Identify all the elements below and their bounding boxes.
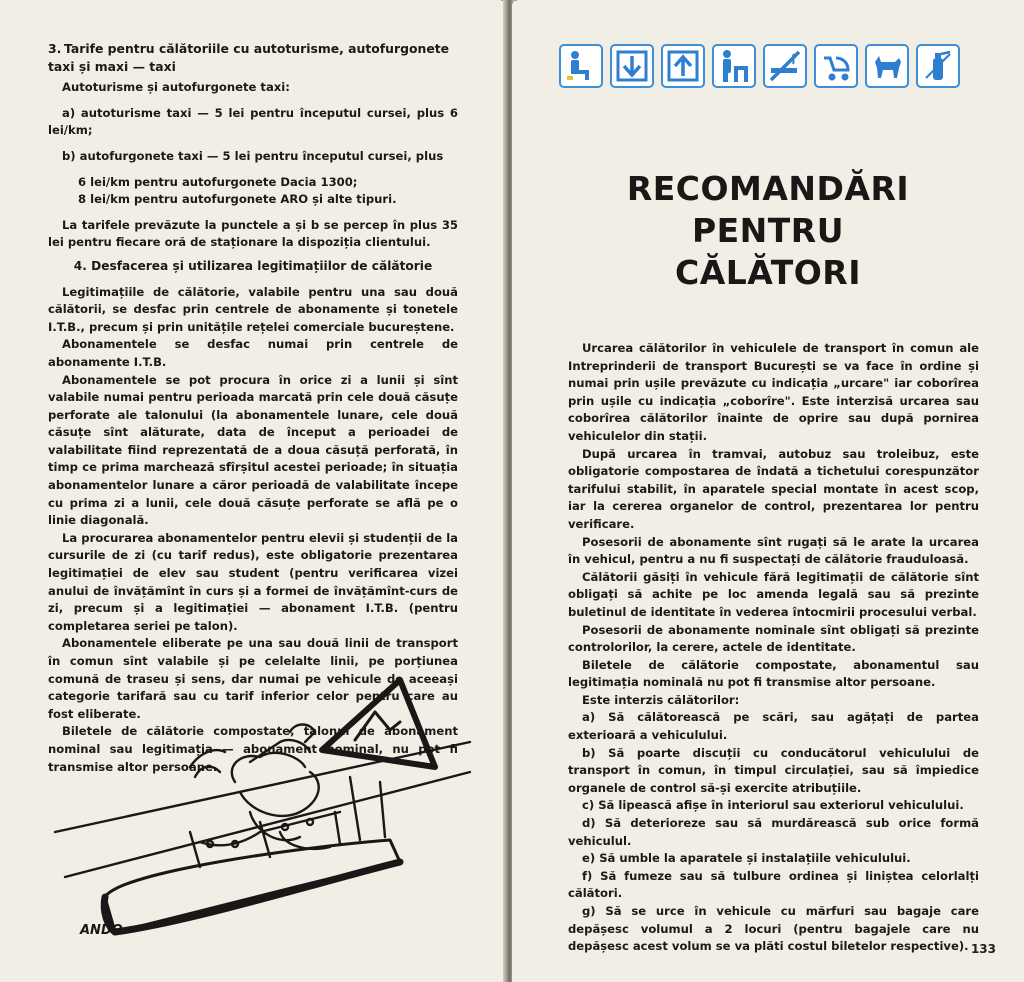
prohibition-item: a) Să călătorească pe scări, sau agățați de partea exterioară a vehiculului. [568, 710, 979, 743]
left-page-text [48, 40, 458, 776]
heading-line-2: PENTRU [691, 211, 845, 250]
recommendation-paragraph: Călătorii găsiți în vehicule fără legitimații de călătorie sînt obligați să achite pe loc amenda legală sau să prezinte buletinul de identitate în vederea întocmirii procesului verbal. [568, 569, 979, 619]
section4-paragraph: Biletele de călătorie compostate, talonul de abonament nominal sau legitimația — abonament nominal, nu pot fi transmise altor persoane. [48, 724, 458, 774]
section3-number: 3. [48, 41, 62, 56]
section3-item-a: a) autoturisme taxi — 5 lei pentru începutul cursei, plus 6 lei/km; [48, 105, 458, 138]
section4-paragraph: Abonamentele se desfac numai prin centrele de abonamente I.T.B. [48, 337, 458, 369]
section4-paragraph: Abonamentele eliberate pe una sau două linii de transport în comun sînt valabile și pe celelalte linii, pe porțiunea comună de traseu și sens, dar numai pe vehicule de aceeași categorie tarifară sau cu tarif inferior celor pentru care au fost eliberate. [48, 636, 458, 721]
section4-paragraph: Legitimațiile de călătorie, valabile pentru una sau două călătorii, se desfac prin centrele de abonamente și tonetele I.T.B., precum și prin unitățile rețelei comerciale bucureștene. [48, 284, 458, 334]
section4-paragraph: Abonamentele se pot procura în orice zi a lunii și sînt valabile numai pentru perioada marcată prin cele două căsuțe perforate ale talonului (la abonamentele lunare, cele două căsuțe sînt alăturate, data de început a perioadei de valabilitate fiind reprezentată de a doua căsuță perforată, în timp ce prima marchează sfîrșitul acestei perioade; în situația abonamentelor lunare a căror perioadă de valabilitate începe cu prima zi a lunii, cele două căsuțe perforate se află pe o linie diagonală. [48, 372, 458, 528]
cartoon-signature: ANDO [80, 923, 123, 938]
no-smoking-icon [763, 44, 807, 88]
stroller-icon [814, 44, 858, 88]
handicap-seat-icon [559, 44, 603, 88]
prohibition-item: b) Să poarte discuții cu conducătorul vehiculului de transport în comun, în timpul circulației, sau să împiedice organele de control să-și exercite atribuțiile. [568, 745, 979, 795]
prohibitions-intro: Este interzis călătorilor: [582, 692, 740, 707]
right-page [512, 0, 1024, 982]
fire-extinguisher-icon [916, 44, 960, 88]
left-page [0, 0, 506, 982]
recommendation-paragraph: Urcarea călătorilor în vehiculele de transport în comun ale Intreprinderii de transport București se va face în ordine și numai prin ușile prevăzute cu indicația „urcare" iar coborîrea prin ușile cu indicația „coborîre". Este interzisă urcarea sau coborîrea călătorilor înainte de oprire sau după pornirea vehiculelor din stații. [568, 341, 979, 443]
section4-title [48, 258, 458, 276]
dog-icon [865, 44, 909, 88]
heading-line-3: CĂLĂTORI [674, 253, 861, 292]
section4-title-text: Desfacerea și utilizarea legitimațiilor de călătorie [91, 258, 433, 273]
section3-title [48, 40, 458, 75]
section3-item-b-line1: 6 lei/km pentru autofurgonete Dacia 1300; [78, 174, 358, 189]
enter-up-icon [661, 44, 705, 88]
section3-item-b: b) autofurgonete taxi — 5 lei pentru începutul cursei, plus [62, 148, 444, 163]
section4-paragraph: La procurarea abonamentelor pentru elevii și studenții de la cursurile de zi (cu tarif redus), este obligatorie prezentarea legitimației de elev sau student (pentru verificarea vizei anului de învățămînt în curs și a formei de învățămînt-curs de zi, precum și a legitimației — abonament I.T.B. (pentru completarea seriei pe talon). [48, 530, 458, 633]
pictogram-row [559, 44, 960, 88]
page-heading [512, 168, 1024, 294]
cartoon-illustration [50, 672, 480, 952]
section4-number: 4. [73, 258, 87, 273]
exit-down-icon [610, 44, 654, 88]
section3-intro: Autoturisme și autofurgonete taxi: [62, 80, 290, 95]
recommendation-paragraph: Posesorii de abonamente nominale sînt obligați să prezinte controlorilor, la cerere, actele de identitate. [568, 622, 979, 655]
prohibition-item: g) Să se urce în vehicule cu mărfuri sau bagaje care depășesc volumul a 2 locuri (pentru bagajele care nu depășesc acest volum se va plăti costul biletelor respective). [568, 904, 979, 954]
recommendation-paragraph: Posesorii de abonamente sînt rugați să le arate la urcarea în vehicul, pentru a nu fi suspectați de călătorie frauduloasă. [568, 534, 979, 567]
section3-note: La tarifele prevăzute la punctele a și b se percep în plus 35 lei pentru fiecare oră de staționare la dispoziția clientului. [48, 217, 458, 250]
right-page-text [568, 340, 979, 956]
prohibition-item: c) Să lipească afișe în interiorul sau exteriorul vehiculului. [582, 798, 964, 813]
section3-item-b-line2: 8 lei/km pentru autofurgonete ARO și alte tipuri. [78, 192, 397, 207]
prohibition-item: e) Să umble la aparatele și instalațiile vehiculului. [582, 851, 911, 866]
prohibition-item: d) Să deterioreze sau să murdărească sub orice formă vehiculul. [568, 816, 979, 848]
page-number: 133 [970, 942, 996, 956]
prohibition-item: f) Să fumeze sau să tulbure ordinea și liniștea celorlalți călători. [568, 868, 979, 901]
recommendation-paragraph: Biletele de călătorie compostate, abonamentul sau legitimația nominală nu pot fi transmise altor persoane. [568, 657, 979, 690]
heading-line-1: RECOMANDĂRI [626, 169, 910, 208]
section3-title-text: Tarife pentru călătoriile cu autoturisme, autofurgonete taxi și maxi — taxi [48, 41, 450, 74]
recommendation-paragraph: După urcarea în tramvai, autobuz sau troleibuz, este obligatorie compostarea de îndată a tichetului corespunzător tarifului stabilit, în aparatele special montate în acest scop, iar la cererea organelor de control, prezentarea lor pentru verificare. [568, 446, 979, 531]
priority-seat-icon [712, 44, 756, 88]
